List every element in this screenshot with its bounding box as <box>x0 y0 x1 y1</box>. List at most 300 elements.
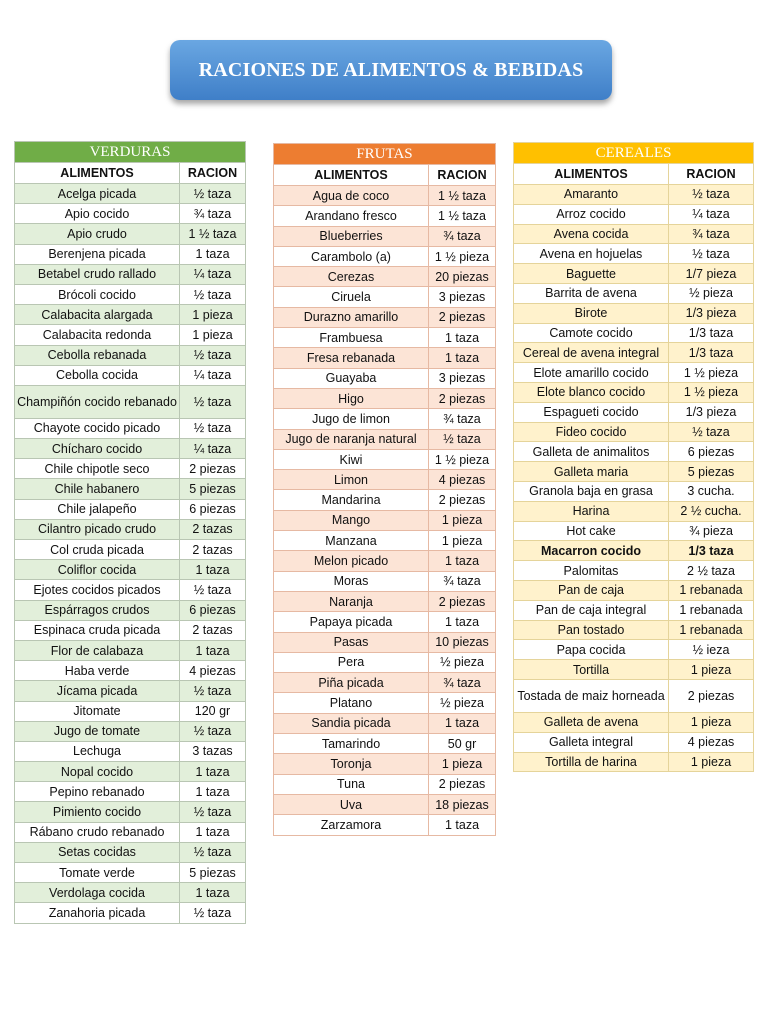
table-row <box>15 802 246 822</box>
portion-cell: 2 piezas <box>429 774 496 794</box>
table-row <box>15 701 246 721</box>
title-banner <box>170 40 612 100</box>
food-cell: Chile habanero <box>15 479 180 499</box>
portion-cell: 2 piezas <box>429 490 496 510</box>
food-cell: Pan de caja integral <box>514 600 669 620</box>
food-cell: Espárragos crudos <box>15 600 180 620</box>
portion-cell: 1 ½ pieza <box>669 382 754 402</box>
portion-cell: 3 cucha. <box>669 481 754 501</box>
table-row <box>514 640 754 660</box>
frutas-table <box>273 143 496 836</box>
food-cell: Champiñón cocido rebanado <box>15 385 180 418</box>
food-cell: Papaya picada <box>274 612 429 632</box>
table-row <box>15 782 246 802</box>
food-cell: Avena cocida <box>514 224 669 244</box>
food-cell: Elote amarillo cocido <box>514 363 669 383</box>
table-row <box>15 459 246 479</box>
table-row <box>274 531 496 551</box>
portion-cell: 1/3 taza <box>669 323 754 343</box>
food-cell: Granola baja en grasa <box>514 481 669 501</box>
food-cell: Elote blanco cocido <box>514 382 669 402</box>
food-cell: Kiwi <box>274 449 429 469</box>
table-row <box>274 429 496 449</box>
food-cell: Tostada de maiz horneada <box>514 679 669 712</box>
food-cell: Flor de calabaza <box>15 640 180 660</box>
portion-cell: 1 taza <box>429 551 496 571</box>
table-row <box>514 343 754 363</box>
food-cell: Tamarindo <box>274 734 429 754</box>
portion-cell: 1 ½ pieza <box>429 449 496 469</box>
table-row <box>274 470 496 490</box>
portion-cell: 1 taza <box>180 640 246 660</box>
portion-cell: ¾ taza <box>429 409 496 429</box>
table-row <box>514 712 754 732</box>
portion-cell: ½ taza <box>180 385 246 418</box>
portion-cell: 1 taza <box>429 348 496 368</box>
portion-cell: ¾ pieza <box>669 521 754 541</box>
portion-cell: 1 taza <box>180 822 246 842</box>
page-title: RACIONES DE ALIMENTOS & BEBIDAS <box>198 58 584 81</box>
table-row <box>514 185 754 205</box>
food-cell: Amaranto <box>514 185 669 205</box>
portion-cell: 6 piezas <box>180 600 246 620</box>
table-row <box>514 422 754 442</box>
portion-cell: 6 piezas <box>669 442 754 462</box>
food-cell: Espinaca cruda picada <box>15 620 180 640</box>
table-row <box>274 713 496 733</box>
food-cell: Pan tostado <box>514 620 669 640</box>
portion-cell: ¾ taza <box>180 204 246 224</box>
table-row <box>514 264 754 284</box>
portion-cell: 3 piezas <box>429 287 496 307</box>
table-row <box>514 541 754 561</box>
food-cell: Galleta maria <box>514 462 669 482</box>
food-cell: Cerezas <box>274 267 429 287</box>
portion-cell: ½ pieza <box>429 693 496 713</box>
portion-cell: 1/3 taza <box>669 541 754 561</box>
food-cell: Avena en hojuelas <box>514 244 669 264</box>
column-header-racion: RACION <box>669 164 754 185</box>
portion-cell: 1 rebanada <box>669 580 754 600</box>
table-row <box>274 246 496 266</box>
food-cell: Tomate verde <box>15 863 180 883</box>
portion-cell: ½ taza <box>180 802 246 822</box>
portion-cell: 1 pieza <box>180 305 246 325</box>
table-row <box>514 732 754 752</box>
food-cell: Nopal cocido <box>15 762 180 782</box>
portion-cell: 2 piezas <box>669 679 754 712</box>
table-caption: FRUTAS <box>274 144 496 165</box>
table-row <box>514 283 754 303</box>
portion-cell: 120 gr <box>180 701 246 721</box>
table-row <box>514 442 754 462</box>
food-cell: Guayaba <box>274 368 429 388</box>
food-cell: Barrita de avena <box>514 283 669 303</box>
table-row <box>514 363 754 383</box>
portion-cell: 1 taza <box>180 883 246 903</box>
food-cell: Camote cocido <box>514 323 669 343</box>
table-row <box>15 365 246 385</box>
table-row <box>15 640 246 660</box>
portion-cell: 1 ½ pieza <box>669 363 754 383</box>
table-row <box>15 519 246 539</box>
table-row <box>274 612 496 632</box>
table-row <box>514 303 754 323</box>
portion-cell: 2 piezas <box>429 591 496 611</box>
table-row <box>274 267 496 287</box>
food-cell: Cilantro picado crudo <box>15 519 180 539</box>
table-row <box>514 462 754 482</box>
table-row <box>15 244 246 264</box>
table-row <box>15 620 246 640</box>
table-row <box>514 679 754 712</box>
food-cell: Melon picado <box>274 551 429 571</box>
portion-cell: ½ taza <box>669 185 754 205</box>
food-cell: Toronja <box>274 754 429 774</box>
food-cell: Pepino rebanado <box>15 782 180 802</box>
food-cell: Tuna <box>274 774 429 794</box>
portion-cell: ½ taza <box>180 184 246 204</box>
portion-cell: 5 piezas <box>180 479 246 499</box>
table-row <box>274 348 496 368</box>
portion-cell: ½ taza <box>429 429 496 449</box>
table-row <box>15 284 246 304</box>
table-row <box>15 224 246 244</box>
column-header-alimentos: ALIMENTOS <box>15 163 180 184</box>
table-row <box>15 600 246 620</box>
food-cell: Frambuesa <box>274 328 429 348</box>
portion-cell: ½ taza <box>180 721 246 741</box>
portion-cell: 1 ½ taza <box>429 186 496 206</box>
table-row <box>274 734 496 754</box>
portion-cell: 1 taza <box>180 560 246 580</box>
food-cell: Galleta de animalitos <box>514 442 669 462</box>
food-cell: Sandia picada <box>274 713 429 733</box>
portion-cell: 6 piezas <box>180 499 246 519</box>
portion-cell: 1 pieza <box>180 325 246 345</box>
portion-cell: ½ taza <box>669 244 754 264</box>
table-row <box>514 204 754 224</box>
table-row <box>274 287 496 307</box>
table-row <box>514 580 754 600</box>
food-cell: Baguette <box>514 264 669 284</box>
portion-cell: 1/3 pieza <box>669 303 754 323</box>
food-cell: Chile jalapeño <box>15 499 180 519</box>
portion-cell: ¼ taza <box>180 439 246 459</box>
column-header-alimentos: ALIMENTOS <box>274 165 429 186</box>
table-row <box>274 449 496 469</box>
portion-cell: 50 gr <box>429 734 496 754</box>
food-cell: Cereal de avena integral <box>514 343 669 363</box>
portion-cell: 1 taza <box>429 328 496 348</box>
portion-cell: 1 taza <box>180 782 246 802</box>
portion-cell: ½ taza <box>180 580 246 600</box>
table-row <box>15 762 246 782</box>
portion-cell: 1/3 taza <box>669 343 754 363</box>
portion-cell: 1 rebanada <box>669 600 754 620</box>
table-row <box>15 681 246 701</box>
portion-cell: 2 piezas <box>429 388 496 408</box>
portion-cell: 2 tazas <box>180 620 246 640</box>
food-cell: Jugo de tomate <box>15 721 180 741</box>
food-cell: Arroz cocido <box>514 204 669 224</box>
portion-cell: 2 ½ cucha. <box>669 501 754 521</box>
table-row <box>15 842 246 862</box>
portion-cell: ½ taza <box>180 681 246 701</box>
portion-cell: ½ ieza <box>669 640 754 660</box>
food-cell: Coliflor cocida <box>15 560 180 580</box>
table-row <box>274 226 496 246</box>
food-cell: Fresa rebanada <box>274 348 429 368</box>
portion-cell: 1 pieza <box>429 754 496 774</box>
table-row <box>15 439 246 459</box>
portion-cell: 2 tazas <box>180 540 246 560</box>
table-row <box>514 481 754 501</box>
portion-cell: ¼ taza <box>669 204 754 224</box>
food-cell: Verdolaga cocida <box>15 883 180 903</box>
table-row <box>274 409 496 429</box>
food-cell: Jitomate <box>15 701 180 721</box>
food-cell: Zarzamora <box>274 815 429 835</box>
table-row <box>514 323 754 343</box>
food-cell: Galleta de avena <box>514 712 669 732</box>
table-row <box>514 600 754 620</box>
food-cell: Espagueti cocido <box>514 402 669 422</box>
table-row <box>274 551 496 571</box>
food-cell: Chícharo cocido <box>15 439 180 459</box>
portion-cell: 1 taza <box>180 244 246 264</box>
portion-cell: 4 piezas <box>180 661 246 681</box>
portion-cell: 5 piezas <box>180 863 246 883</box>
food-cell: Piña picada <box>274 673 429 693</box>
table-row <box>15 863 246 883</box>
table-row <box>514 521 754 541</box>
table-row <box>15 883 246 903</box>
table-row <box>274 490 496 510</box>
portion-cell: ¼ taza <box>180 365 246 385</box>
portion-cell: ½ taza <box>180 345 246 365</box>
food-cell: Pasas <box>274 632 429 652</box>
food-cell: Birote <box>514 303 669 323</box>
portion-cell: 2 tazas <box>180 519 246 539</box>
food-cell: Macarron cocido <box>514 541 669 561</box>
food-cell: Uva <box>274 794 429 814</box>
food-cell: Brócoli cocido <box>15 284 180 304</box>
food-cell: Chile chipotle seco <box>15 459 180 479</box>
table-row <box>15 184 246 204</box>
column-header-alimentos: ALIMENTOS <box>514 164 669 185</box>
table-row <box>15 903 246 923</box>
food-cell: Limon <box>274 470 429 490</box>
food-cell: Hot cake <box>514 521 669 541</box>
table-row <box>15 540 246 560</box>
table-row <box>274 510 496 530</box>
column-header-racion: RACION <box>180 163 246 184</box>
portion-cell: 1 taza <box>429 815 496 835</box>
portion-cell: 1 ½ taza <box>180 224 246 244</box>
verduras-table <box>14 141 246 924</box>
food-cell: Acelga picada <box>15 184 180 204</box>
portion-cell: 1 pieza <box>669 752 754 772</box>
portion-cell: 1 ½ pieza <box>429 246 496 266</box>
food-cell: Harina <box>514 501 669 521</box>
food-cell: Manzana <box>274 531 429 551</box>
portion-cell: 2 piezas <box>429 307 496 327</box>
food-cell: Betabel crudo rallado <box>15 264 180 284</box>
table-row <box>274 754 496 774</box>
portion-cell: 1 ½ taza <box>429 206 496 226</box>
food-cell: Durazno amarillo <box>274 307 429 327</box>
table-row <box>514 224 754 244</box>
table-row <box>15 325 246 345</box>
portion-cell: 1 taza <box>429 713 496 733</box>
food-cell: Zanahoria picada <box>15 903 180 923</box>
table-row <box>274 206 496 226</box>
portion-cell: 2 ½ taza <box>669 561 754 581</box>
table-row <box>15 305 246 325</box>
table-row <box>15 499 246 519</box>
food-cell: Rábano crudo rebanado <box>15 822 180 842</box>
portion-cell: ½ taza <box>180 284 246 304</box>
portion-cell: 1 taza <box>180 762 246 782</box>
portion-cell: ¾ taza <box>429 226 496 246</box>
table-row <box>274 815 496 835</box>
table-caption: VERDURAS <box>15 142 246 163</box>
table-row <box>514 402 754 422</box>
food-cell: Moras <box>274 571 429 591</box>
food-cell: Jugo de limon <box>274 409 429 429</box>
food-cell: Mango <box>274 510 429 530</box>
portion-cell: 1 pieza <box>429 510 496 530</box>
table-row <box>274 307 496 327</box>
table-row <box>274 388 496 408</box>
portion-cell: ¾ taza <box>669 224 754 244</box>
table-row <box>274 591 496 611</box>
food-cell: Setas cocidas <box>15 842 180 862</box>
portion-cell: 3 piezas <box>429 368 496 388</box>
table-row <box>274 652 496 672</box>
portion-cell: 3 tazas <box>180 741 246 761</box>
food-cell: Berenjena picada <box>15 244 180 264</box>
food-cell: Blueberries <box>274 226 429 246</box>
table-row <box>514 752 754 772</box>
portion-cell: ½ taza <box>669 422 754 442</box>
food-cell: Jugo de naranja natural <box>274 429 429 449</box>
table-row <box>514 501 754 521</box>
food-cell: Chayote cocido picado <box>15 418 180 438</box>
portion-cell: ½ taza <box>180 418 246 438</box>
portion-cell: 20 piezas <box>429 267 496 287</box>
table-row <box>514 382 754 402</box>
table-row <box>15 264 246 284</box>
table-row <box>15 418 246 438</box>
portion-cell: ¾ taza <box>429 571 496 591</box>
table-row <box>514 660 754 680</box>
food-cell: Lechuga <box>15 741 180 761</box>
table-row <box>15 580 246 600</box>
portion-cell: 4 piezas <box>669 732 754 752</box>
food-cell: Palomitas <box>514 561 669 581</box>
table-row <box>274 693 496 713</box>
food-cell: Pera <box>274 652 429 672</box>
cereales-table <box>513 142 754 772</box>
column-header-racion: RACION <box>429 165 496 186</box>
table-row <box>15 721 246 741</box>
portion-cell: ½ pieza <box>669 283 754 303</box>
table-row <box>274 774 496 794</box>
food-cell: Tortilla de harina <box>514 752 669 772</box>
food-cell: Fideo cocido <box>514 422 669 442</box>
food-cell: Calabacita redonda <box>15 325 180 345</box>
food-cell: Higo <box>274 388 429 408</box>
food-cell: Galleta integral <box>514 732 669 752</box>
food-cell: Tortilla <box>514 660 669 680</box>
food-cell: Apio cocido <box>15 204 180 224</box>
portion-cell: ½ taza <box>180 842 246 862</box>
table-row <box>15 560 246 580</box>
table-row <box>274 632 496 652</box>
table-row <box>274 328 496 348</box>
table-row <box>15 741 246 761</box>
table-row <box>15 479 246 499</box>
food-cell: Ciruela <box>274 287 429 307</box>
portion-cell: 1 pieza <box>669 712 754 732</box>
portion-cell: 4 piezas <box>429 470 496 490</box>
table-row <box>15 204 246 224</box>
food-cell: Cebolla cocida <box>15 365 180 385</box>
portion-cell: ½ taza <box>180 903 246 923</box>
table-row <box>274 794 496 814</box>
table-row <box>514 561 754 581</box>
food-cell: Agua de coco <box>274 186 429 206</box>
portion-cell: 1 pieza <box>429 531 496 551</box>
food-cell: Mandarina <box>274 490 429 510</box>
portion-cell: 5 piezas <box>669 462 754 482</box>
table-row <box>274 368 496 388</box>
food-cell: Carambolo (a) <box>274 246 429 266</box>
food-cell: Cebolla rebanada <box>15 345 180 365</box>
table-caption: CEREALES <box>514 143 754 164</box>
portion-cell: 1 rebanada <box>669 620 754 640</box>
table-row <box>15 661 246 681</box>
portion-cell: 2 piezas <box>180 459 246 479</box>
portion-cell: 1 pieza <box>669 660 754 680</box>
food-cell: Jícama picada <box>15 681 180 701</box>
portion-cell: ½ pieza <box>429 652 496 672</box>
table-row <box>274 673 496 693</box>
food-cell: Arandano fresco <box>274 206 429 226</box>
portion-cell: 1/3 pieza <box>669 402 754 422</box>
food-cell: Haba verde <box>15 661 180 681</box>
food-cell: Pan de caja <box>514 580 669 600</box>
table-row <box>15 345 246 365</box>
food-cell: Naranja <box>274 591 429 611</box>
food-cell: Papa cocida <box>514 640 669 660</box>
food-cell: Pimiento cocido <box>15 802 180 822</box>
portion-cell: 1 taza <box>429 612 496 632</box>
table-row <box>15 385 246 418</box>
food-cell: Ejotes cocidos picados <box>15 580 180 600</box>
food-cell: Apio crudo <box>15 224 180 244</box>
food-cell: Platano <box>274 693 429 713</box>
table-row <box>274 571 496 591</box>
portion-cell: ¼ taza <box>180 264 246 284</box>
portion-cell: 10 piezas <box>429 632 496 652</box>
portion-cell: 1/7 pieza <box>669 264 754 284</box>
food-cell: Col cruda picada <box>15 540 180 560</box>
portion-cell: 18 piezas <box>429 794 496 814</box>
table-row <box>514 620 754 640</box>
